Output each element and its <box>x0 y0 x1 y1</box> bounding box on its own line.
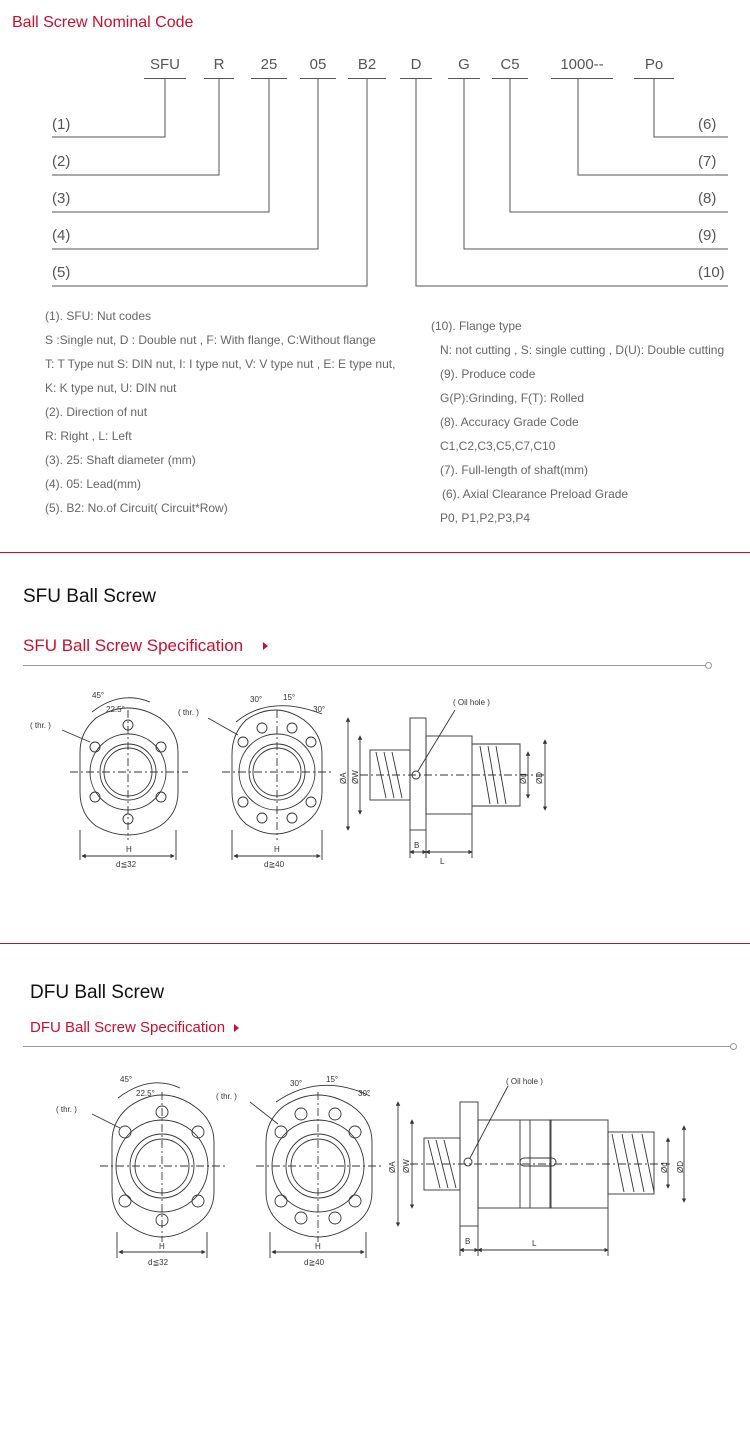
label-5: (5) <box>52 264 71 281</box>
sfu-flange-view-1 <box>62 698 188 860</box>
diameter-note-label: d≦32 <box>148 1258 169 1267</box>
code-segment: C5 <box>500 56 520 73</box>
diameter-note-label: d≦32 <box>116 860 137 869</box>
phi-a-label: ØA <box>388 1161 397 1173</box>
code-segment: B2 <box>357 56 377 73</box>
width-h-label: H <box>274 845 280 854</box>
dfu-spec-title: DFU Ball Screw Specification <box>30 1019 226 1036</box>
dfu-spec-rule <box>23 1046 732 1047</box>
desc-right-line: N: not cutting , S: single cutting , D(U): Double cutting <box>440 343 725 357</box>
angle-30-label: 30° <box>250 695 263 704</box>
code-segment: D <box>410 56 422 73</box>
angle-225-label: 22.5° <box>106 705 125 714</box>
dfu-spec-arrow-icon <box>234 1024 239 1032</box>
section-divider <box>0 552 750 553</box>
code-connector-lines <box>0 0 750 300</box>
dfu-drawing <box>0 1062 750 1282</box>
dim-l-label: L <box>440 857 445 866</box>
dim-b-label: B <box>465 1237 471 1246</box>
sfu-drawing <box>0 680 750 880</box>
label-10: (10) <box>698 264 725 281</box>
sfu-section-title: SFU Ball Screw <box>23 586 157 607</box>
oil-hole-label: ( Oil hole ) <box>453 698 490 707</box>
desc-right-line: (7). Full-length of shaft(mm) <box>440 463 589 477</box>
sfu-side-view <box>348 710 545 858</box>
section-divider <box>0 943 750 944</box>
label-1: (1) <box>52 116 71 133</box>
dfu-side-view <box>398 1086 684 1256</box>
desc-right-line: P0, P1,P2,P3,P4 <box>440 511 531 525</box>
desc-right-line: (10). Flange type <box>431 319 522 333</box>
dfu-flange-view-1 <box>92 1083 226 1258</box>
thread-label: ( thr. ) <box>56 1105 77 1114</box>
code-segment: 1000-- <box>560 56 604 73</box>
sfu-flange-view-2 <box>208 706 332 860</box>
rule-end-icon <box>730 1043 737 1050</box>
code-segment: 25 <box>260 56 278 73</box>
label-9: (9) <box>698 227 717 244</box>
desc-left-line: T: T Type nut S: DIN nut, I: I type nut, V: V type nut , E: E type nut, <box>45 357 396 371</box>
oil-hole-label: ( Oil hole ) <box>506 1077 543 1086</box>
label-7: (7) <box>698 153 717 170</box>
diameter-note-label: d≧40 <box>264 860 285 869</box>
desc-right-line: (8). Accuracy Grade Code <box>440 415 579 429</box>
phi-d-large-label: ØD <box>676 1161 685 1173</box>
angle-15-label: 15° <box>326 1075 339 1084</box>
label-3: (3) <box>52 190 71 207</box>
code-segment: 05 <box>309 56 327 73</box>
desc-right-line: C1,C2,C3,C5,C7,C10 <box>440 439 556 453</box>
label-6: (6) <box>698 116 717 133</box>
thread-label: ( thr. ) <box>30 721 51 730</box>
dfu-section-title: DFU Ball Screw <box>30 982 165 1003</box>
code-segment: R <box>213 56 225 73</box>
phi-w-label: ØW <box>402 1159 411 1173</box>
code-segment: G <box>458 56 470 73</box>
label-4: (4) <box>52 227 71 244</box>
phi-d-small-label: Ød <box>519 773 528 784</box>
code-segment: SFU <box>150 56 180 73</box>
desc-left-line: (2). Direction of nut <box>45 405 148 419</box>
angle-15-label: 15° <box>283 693 296 702</box>
desc-right-line: G(P):Grinding, F(T): Rolled <box>440 391 585 405</box>
phi-d-small-label: Ød <box>660 1162 669 1173</box>
width-h-label: H <box>159 1242 165 1251</box>
desc-left-line: K: K type nut, U: DIN nut <box>45 381 177 395</box>
angle-30-label: 30° <box>290 1079 303 1088</box>
nominal-code-title: Ball Screw Nominal Code <box>12 14 194 31</box>
width-h-label: H <box>315 1242 321 1251</box>
sfu-spec-arrow-icon <box>263 642 268 650</box>
thread-label: ( thr. ) <box>178 708 199 717</box>
phi-a-label: ØA <box>339 772 348 784</box>
code-segment: Po <box>644 56 664 73</box>
desc-right-line: (9). Produce code <box>440 367 536 381</box>
desc-left-line: (5). B2: No.of Circuit( Circuit*Row) <box>45 501 228 515</box>
dim-b-label: B <box>414 841 420 850</box>
label-2: (2) <box>52 153 71 170</box>
phi-d-large-label: ØD <box>535 772 544 784</box>
description-right <box>431 314 746 530</box>
sfu-spec-title: SFU Ball Screw Specification <box>23 636 244 655</box>
desc-left-line: (4). 05: Lead(mm) <box>45 477 142 491</box>
angle-45-label: 45° <box>120 1075 133 1084</box>
desc-left-line: (1). SFU: Nut codes <box>45 309 152 323</box>
dim-l-label: L <box>532 1239 537 1248</box>
label-8: (8) <box>698 190 717 207</box>
desc-right-line: (6). Axial Clearance Preload Grade <box>442 487 629 501</box>
sfu-spec-rule <box>23 665 707 666</box>
rule-end-icon <box>705 662 712 669</box>
thread-label: ( thr. ) <box>216 1092 237 1101</box>
desc-left-line: R: Right , L: Left <box>45 429 132 443</box>
diameter-note-label: d≧40 <box>304 1258 325 1267</box>
phi-w-label: ØW <box>351 770 360 784</box>
desc-left-line: S :Single nut, D : Double nut , F: With flange, C:Without flange <box>45 333 376 347</box>
angle-45-label: 45° <box>92 691 105 700</box>
description-left <box>45 304 430 520</box>
angle-30b-label: 30° <box>358 1089 371 1098</box>
dfu-flange-view-2 <box>250 1085 382 1258</box>
angle-225-label: 22.5° <box>136 1089 155 1098</box>
desc-left-line: (3). 25: Shaft diameter (mm) <box>45 453 196 467</box>
angle-30b-label: 30° <box>313 705 326 714</box>
width-h-label: H <box>126 845 132 854</box>
